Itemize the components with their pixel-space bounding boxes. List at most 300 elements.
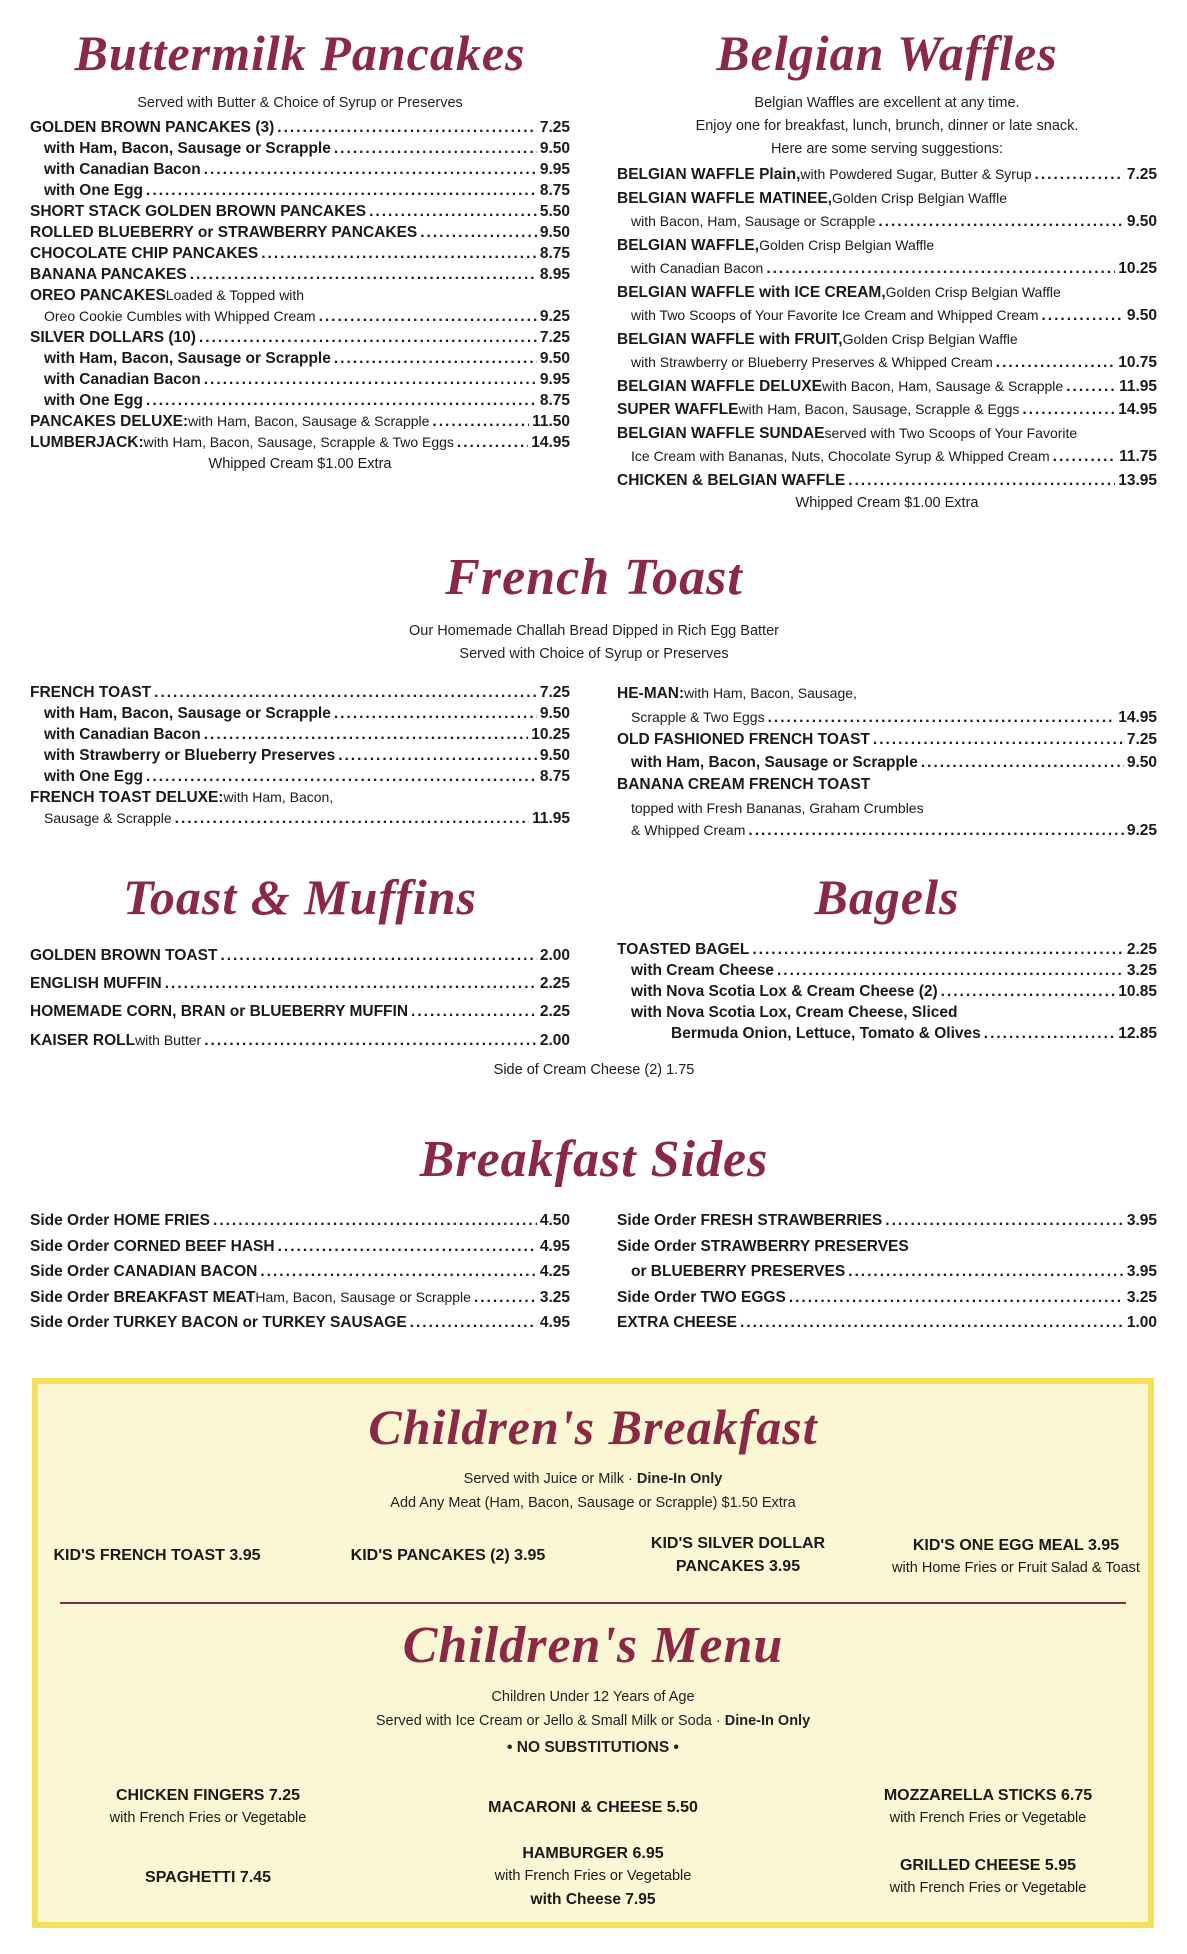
kid-one-egg-desc: with Home Fries or Fruit Salad & Toast: [892, 1560, 1140, 1576]
menu-item-row: [617, 1002, 1157, 1023]
menu-item-price: 4.95: [539, 1237, 570, 1255]
menu-item-price: 8.75: [539, 768, 570, 785]
menu-item-price: 3.25: [539, 1288, 570, 1306]
menu-item-desc: with Ham, Bacon, Sausage, Scrapple & Eggs: [738, 401, 1020, 417]
menu-item-price: 7.25: [1126, 731, 1157, 748]
waffles-title: Belgian Waffles: [716, 25, 1058, 81]
kids-breakfast-sub2: Add Any Meat (Ham, Bacon, Sausage or Scrapple) $1.50 Extra: [390, 1495, 796, 1511]
menu-item-name: PANCAKES DELUXE:: [30, 413, 189, 430]
menu-item-name: FRENCH TOAST: [30, 684, 152, 701]
leader-dots: [204, 1027, 537, 1055]
menu-item-name: with Ham, Bacon, Sausage or Scrapple: [631, 753, 918, 771]
pancakes-note: Whipped Cream $1.00 Extra: [208, 456, 392, 472]
leader-dots: [204, 369, 537, 390]
menu-item-price: 5.50: [539, 203, 570, 220]
leader-dots: [984, 1023, 1115, 1044]
menu-item-price: 9.50: [1126, 307, 1157, 324]
menu-item-price: 12.85: [1118, 1025, 1157, 1042]
menu-item-price: 7.25: [539, 684, 570, 701]
menu-item-name: KAISER ROLL: [30, 1032, 136, 1049]
menu-item-price: 9.50: [539, 350, 570, 367]
menu-item-name: OREO PANCAKES: [30, 287, 166, 304]
menu-item-name: EXTRA CHEESE: [617, 1314, 738, 1331]
menu-item-row: [617, 774, 1157, 797]
menu-item-desc: Golden Crisp Belgian Waffle: [759, 236, 935, 253]
menu-item-name: Side Order FRESH STRAWBERRIES: [617, 1212, 883, 1229]
toast-title: Toast & Muffins: [122, 869, 477, 925]
menu-item-desc: Scrapple & Two Eggs: [631, 708, 765, 725]
menu-item-row: [30, 1208, 570, 1234]
leader-dots: [146, 766, 537, 787]
menu-item-price: 9.50: [539, 224, 570, 241]
menu-item-row: [30, 766, 570, 787]
menu-item-price: 11.95: [532, 810, 570, 827]
menu-item-row: [617, 797, 1157, 820]
menu-item-row: [30, 264, 570, 285]
leader-dots: [878, 210, 1123, 234]
kid-spaghetti: [88, 1866, 328, 1889]
leader-dots: [220, 942, 536, 970]
menu-item-price: 9.25: [1126, 822, 1157, 839]
menu-item-row: [30, 222, 570, 243]
menu-item-row: [30, 327, 570, 348]
menu-item-name: BANANA CREAM FRENCH TOAST: [617, 776, 871, 793]
menu-item-name: Side Order CANADIAN BACON: [30, 1263, 258, 1280]
waffles-note: Whipped Cream $1.00 Extra: [795, 495, 979, 511]
menu-item-price: 4.25: [539, 1263, 570, 1280]
menu-item-name: Side Order CORNED BEEF HASH: [30, 1237, 275, 1255]
menu-item-row: [30, 998, 570, 1026]
menu-item-name: BELGIAN WAFFLE with FRUIT,: [617, 330, 843, 348]
leader-dots: [146, 180, 537, 201]
menu-item-desc: with Two Scoops of Your Favorite Ice Cream and Whipped Cream: [631, 307, 1039, 323]
menu-item-row: [617, 375, 1157, 399]
menu-item-row: [617, 1310, 1157, 1336]
menu-item-row: [617, 1259, 1157, 1285]
menu-item-name: with Ham, Bacon, Sausage or Scrapple: [44, 350, 331, 367]
menu-item-desc: Golden Crisp Belgian Waffle: [831, 189, 1008, 206]
leader-dots: [766, 257, 1115, 281]
pancakes-title: Buttermilk Pancakes: [74, 25, 526, 81]
menu-item-row: [30, 682, 570, 703]
kid-silver-dollar-label-2: PANCAKES 3.95: [675, 1558, 801, 1575]
menu-item-row: [30, 348, 570, 369]
menu-item-price: 8.95: [539, 266, 570, 283]
menu-item-name: with One Egg: [44, 768, 144, 785]
leader-dots: [873, 729, 1124, 752]
bagels-list: [617, 939, 1157, 1044]
menu-item-desc: Golden Crisp Belgian Waffle: [885, 283, 1061, 300]
menu-item-row: [617, 398, 1157, 422]
menu-item-price: 10.25: [1118, 260, 1157, 277]
menu-item-desc: topped with Fresh Bananas, Graham Crumbles: [631, 799, 924, 816]
leader-dots: [941, 981, 1116, 1002]
french-right-list: [617, 682, 1157, 843]
menu-item-name: with One Egg: [44, 182, 144, 199]
kids-breakfast-sub1: [38, 1468, 1148, 1491]
kid-hamburger-extra: with Cheese 7.95: [530, 1891, 656, 1908]
menu-item-name: SHORT STACK GOLDEN BROWN PANCAKES: [30, 203, 367, 220]
menu-item-name: with Canadian Bacon: [44, 161, 201, 178]
french-subtitle-2: Served with Choice of Syrup or Preserves: [459, 646, 729, 662]
menu-item-price: 9.50: [539, 747, 570, 764]
menu-item-row: [30, 159, 570, 180]
menu-item-desc: with Powdered Sugar, Butter & Syrup: [800, 166, 1032, 182]
leader-dots: [420, 222, 537, 243]
menu-item-name: HE-MAN:: [617, 685, 685, 702]
menu-item-row: [617, 234, 1157, 258]
menu-item-price: 10.75: [1118, 354, 1157, 371]
french-left-list: [30, 682, 570, 829]
menu-item-row: [617, 445, 1157, 469]
kid-pancakes-label: KID'S PANCAKES (2) 3.95: [350, 1547, 546, 1564]
pancakes-list: [30, 117, 570, 453]
menu-item-row: [30, 1259, 570, 1285]
kid-mac-cheese: [468, 1796, 718, 1819]
menu-item-desc: Ice Cream with Bananas, Nuts, Chocolate Syrup & Whipped Cream: [631, 448, 1050, 464]
leader-dots: [411, 998, 537, 1026]
leader-dots: [199, 327, 537, 348]
leader-dots: [789, 1285, 1124, 1311]
kids-menu-sub1: Children Under 12 Years of Age: [491, 1689, 695, 1705]
menu-item-desc: & Whipped Cream: [631, 822, 746, 838]
pancakes-subtitle: Served with Butter & Choice of Syrup or Preserves: [137, 95, 463, 111]
leader-dots: [204, 724, 528, 745]
toast-list: [30, 942, 570, 1055]
kid-silver-dollar-label: KID'S SILVER DOLLAR: [650, 1535, 826, 1552]
menu-item-name: BELGIAN WAFFLE,: [617, 236, 760, 254]
menu-item-row: [30, 390, 570, 411]
menu-item-row: [30, 942, 570, 970]
leader-dots: [175, 808, 529, 829]
bagels-section: [617, 869, 1157, 1044]
menu-item-name: with Nova Scotia Lox, Cream Cheese, Sliced: [631, 1004, 958, 1021]
kid-french-toast: [42, 1544, 272, 1567]
kid-mozzarella-desc: with French Fries or Vegetable: [889, 1810, 1087, 1826]
menu-item-name: CHOCOLATE CHIP PANCAKES: [30, 245, 259, 262]
menu-item-row: [617, 981, 1157, 1002]
menu-item-row: [617, 469, 1157, 493]
menu-item-row: [617, 304, 1157, 328]
menu-item-row: [30, 808, 570, 829]
leader-dots: [278, 1234, 537, 1260]
menu-item-row: [617, 729, 1157, 752]
menu-item-row: [617, 752, 1157, 775]
menu-item-name: Side Order STRAWBERRY PRESERVES: [617, 1237, 909, 1255]
menu-item-row: [30, 285, 570, 306]
leader-dots: [204, 159, 537, 180]
menu-item-name: with Ham, Bacon, Sausage or Scrapple: [44, 705, 331, 722]
menu-item-price: 2.00: [539, 947, 570, 964]
menu-item-row: [30, 745, 570, 766]
french-subtitle-1: Our Homemade Challah Bread Dipped in Rich Egg Batter: [409, 623, 779, 639]
sides-right-list: [617, 1208, 1157, 1336]
kids-divider: [60, 1602, 1126, 1604]
leader-dots: [848, 1259, 1124, 1285]
menu-item-row: [617, 281, 1157, 305]
kid-grilled-cheese-label: GRILLED CHEESE 5.95: [899, 1857, 1077, 1874]
menu-item-desc: Golden Crisp Belgian Waffle: [842, 330, 1018, 347]
menu-item-price: 11.50: [532, 413, 570, 430]
menu-item-price: 11.75: [1119, 448, 1157, 465]
menu-item-name: with Canadian Bacon: [44, 371, 201, 388]
menu-item-desc: Sausage & Scrapple: [44, 810, 172, 826]
menu-item-price: 9.50: [1126, 753, 1157, 771]
menu-item-price: 3.25: [1126, 1288, 1157, 1306]
menu-item-row: [617, 819, 1157, 843]
kids-breakfast-sub1-text: Served with Juice or Milk ·: [463, 1471, 637, 1487]
menu-item-row: [617, 210, 1157, 234]
kid-chicken-fingers-label: CHICKEN FINGERS 7.25: [115, 1787, 301, 1804]
kid-spaghetti-label: SPAGHETTI 7.45: [145, 1869, 271, 1886]
leader-dots: [261, 243, 537, 264]
menu-item-price: 9.25: [539, 308, 570, 325]
menu-item-row: [30, 117, 570, 138]
menu-item-row: [30, 201, 570, 222]
menu-item-row: [617, 422, 1157, 446]
leader-dots: [996, 351, 1115, 375]
menu-item-name: Side Order TWO EGGS: [617, 1288, 786, 1306]
menu-item-row: [617, 706, 1157, 730]
menu-item-price: 4.95: [539, 1314, 570, 1331]
menu-item-desc: served with Two Scoops of Your Favorite: [824, 424, 1078, 441]
menu-item-price: 10.25: [531, 726, 570, 743]
menu-item-name: GOLDEN BROWN TOAST: [30, 947, 218, 964]
menu-item-name: BELGIAN WAFFLE DELUXE: [617, 377, 822, 395]
leader-dots: [319, 306, 537, 327]
menu-item-row: [617, 939, 1157, 960]
menu-item-row: [30, 411, 570, 432]
leader-dots: [921, 752, 1124, 775]
menu-item-price: 3.25: [1126, 962, 1157, 979]
bagels-title: Bagels: [814, 869, 960, 925]
menu-item-row: [30, 1234, 570, 1260]
menu-item-price: 8.75: [539, 245, 570, 262]
leader-dots: [1042, 304, 1124, 328]
menu-item-row: [30, 1285, 570, 1311]
menu-item-name: BELGIAN WAFFLE SUNDAE: [617, 424, 825, 442]
leader-dots: [410, 1310, 537, 1336]
menu-item-price: 9.95: [539, 161, 570, 178]
menu-item-price: 11.95: [1119, 377, 1157, 395]
menu-item-price: 9.95: [539, 371, 570, 388]
menu-item-name: OLD FASHIONED FRENCH TOAST: [617, 731, 870, 748]
menu-item-name: ENGLISH MUFFIN: [30, 975, 162, 992]
menu-item-price: 8.75: [539, 182, 570, 199]
kids-breakfast-title: Children's Breakfast: [368, 1399, 818, 1455]
menu-item-price: 14.95: [531, 434, 570, 451]
menu-item-name: LUMBERJACK:: [30, 434, 144, 451]
menu-item-desc: with Butter: [135, 1032, 202, 1048]
menu-item-price: 7.25: [1126, 166, 1157, 183]
menu-item-row: [30, 970, 570, 998]
leader-dots: [334, 138, 537, 159]
leader-dots: [752, 939, 1123, 960]
kids-breakfast-dine-in: Dine-In Only: [636, 1471, 723, 1487]
kid-chicken-fingers: [88, 1784, 328, 1830]
menu-item-name: Bermuda Onion, Lettuce, Tomato & Olives: [671, 1025, 981, 1042]
menu-item-row: [30, 138, 570, 159]
menu-item-desc: with Ham, Bacon, Sausage,: [684, 685, 857, 701]
kid-hamburger-label: HAMBURGER 6.95: [522, 1845, 664, 1862]
kid-one-egg: [886, 1534, 1146, 1580]
menu-item-name: with One Egg: [44, 392, 144, 409]
menu-item-price: 7.25: [539, 329, 570, 346]
menu-item-desc: with Ham, Bacon,: [223, 789, 334, 805]
menu-item-row: [30, 306, 570, 327]
kid-pancakes: [328, 1544, 568, 1567]
leader-dots: [768, 707, 1116, 730]
menu-item-price: 4.50: [539, 1212, 570, 1229]
leader-dots: [1035, 163, 1124, 187]
waffles-section: [617, 25, 1157, 511]
kids-menu-no-substitutions: • NO SUBSTITUTIONS •: [507, 1739, 679, 1756]
leader-dots: [885, 1208, 1124, 1234]
menu-item-row: [617, 257, 1157, 281]
kid-hamburger-desc: with French Fries or Vegetable: [494, 1868, 692, 1884]
menu-item-name: BELGIAN WAFFLE MATINEE,: [617, 189, 832, 207]
waffles-intro-2: Enjoy one for breakfast, lunch, brunch, dinner or late snack.: [695, 118, 1079, 134]
bagels-note: Side of Cream Cheese (2) 1.75: [493, 1062, 695, 1078]
menu-item-name: Side Order HOME FRIES: [30, 1212, 211, 1229]
menu-item-name: Side Order BREAKFAST MEAT: [30, 1288, 256, 1306]
menu-item-price: 14.95: [1118, 708, 1157, 726]
menu-item-price: 9.50: [1126, 213, 1157, 230]
leader-dots: [1022, 398, 1115, 422]
menu-item-row: [617, 351, 1157, 375]
menu-item-name: BELGIAN WAFFLE with ICE CREAM,: [617, 283, 886, 301]
menu-item-name: Side Order TURKEY BACON or TURKEY SAUSAGE: [30, 1314, 407, 1331]
menu-item-price: 13.95: [1118, 471, 1157, 489]
kid-mozzarella: [858, 1784, 1118, 1830]
menu-item-name: FRENCH TOAST DELUXE:: [30, 789, 224, 806]
menu-item-name: TOASTED BAGEL: [617, 941, 750, 958]
leader-dots: [457, 432, 528, 453]
leader-dots: [334, 348, 537, 369]
menu-item-desc: with Bacon, Ham, Sausage or Scrapple: [631, 213, 876, 229]
menu-item-desc: with Ham, Bacon, Sausage & Scrapple: [188, 413, 430, 429]
kids-menu-sub2-text: Served with Ice Cream or Jello & Small Milk or Soda ·: [375, 1713, 725, 1729]
leader-dots: [154, 682, 537, 703]
menu-item-row: [30, 432, 570, 453]
menu-item-name: GOLDEN BROWN PANCAKES (3): [30, 119, 275, 136]
menu-item-price: 9.50: [539, 140, 570, 157]
kid-grilled-cheese-desc: with French Fries or Vegetable: [889, 1880, 1087, 1896]
menu-item-desc: Oreo Cookie Cumbles with Whipped Cream: [44, 308, 316, 324]
leader-dots: [190, 264, 537, 285]
menu-item-row: [30, 243, 570, 264]
menu-item-price: 2.25: [539, 1003, 570, 1020]
menu-item-row: [617, 187, 1157, 211]
menu-item-row: [617, 328, 1157, 352]
menu-item-desc: Ham, Bacon, Sausage or Scrapple: [255, 1288, 471, 1305]
kid-chicken-fingers-desc: with French Fries or Vegetable: [109, 1810, 307, 1826]
leader-dots: [146, 390, 537, 411]
menu-item-price: 2.00: [539, 1032, 570, 1049]
menu-item-price: 9.50: [539, 705, 570, 722]
menu-item-desc: with Canadian Bacon: [631, 260, 764, 276]
kids-menu-title: Children's Menu: [402, 1617, 784, 1674]
kid-hamburger: [468, 1842, 718, 1911]
menu-item-name: with Canadian Bacon: [44, 726, 201, 743]
menu-item-name: with Ham, Bacon, Sausage or Scrapple: [44, 140, 331, 157]
kids-menu-dine-in: Dine-In Only: [724, 1713, 811, 1729]
menu-item-row: [30, 787, 570, 808]
leader-dots: [213, 1208, 537, 1234]
menu-item-name: with Cream Cheese: [631, 962, 774, 979]
sides-header: [300, 1131, 888, 1196]
menu-item-name: SILVER DOLLARS (10): [30, 329, 196, 346]
menu-item-price: 2.25: [1126, 941, 1157, 958]
leader-dots: [474, 1285, 537, 1311]
menu-item-row: [30, 369, 570, 390]
kid-silver-dollar: [618, 1532, 858, 1578]
menu-item-price: 7.25: [539, 119, 570, 136]
sides-left-list: [30, 1208, 570, 1336]
menu-item-row: [30, 703, 570, 724]
leader-dots: [277, 117, 537, 138]
menu-item-row: [30, 1026, 570, 1055]
menu-item-name: CHICKEN & BELGIAN WAFFLE: [617, 471, 846, 489]
menu-item-row: [30, 724, 570, 745]
french-header: [300, 549, 888, 666]
menu-item-name: with Strawberry or Blueberry Preserves: [44, 747, 336, 764]
leader-dots: [165, 970, 537, 998]
menu-item-row: [30, 1310, 570, 1336]
menu-item-name: or BLUEBERRY PRESERVES: [631, 1263, 846, 1280]
menu-item-row: [617, 682, 1157, 706]
menu-item-name: BELGIAN WAFFLE Plain,: [617, 166, 801, 183]
menu-item-row: [617, 1208, 1157, 1234]
menu-item-price: 10.85: [1118, 983, 1157, 1000]
menu-item-name: SUPER WAFFLE: [617, 401, 739, 418]
kid-mac-cheese-label: MACARONI & CHEESE 5.50: [488, 1799, 698, 1816]
waffles-intro-1: Belgian Waffles are excellent at any time.: [754, 95, 1020, 111]
kids-menu-sub2: [38, 1710, 1148, 1733]
menu-item-row: [617, 163, 1157, 187]
menu-item-desc: Loaded & Topped with: [165, 287, 305, 303]
menu-item-desc: with Bacon, Ham, Sausage & Scrapple: [821, 377, 1064, 394]
leader-dots: [777, 960, 1124, 981]
leader-dots: [432, 411, 529, 432]
leader-dots: [748, 820, 1123, 843]
leader-dots: [740, 1310, 1124, 1336]
leader-dots: [338, 745, 537, 766]
toast-section: [30, 869, 570, 1055]
menu-item-row: [617, 1234, 1157, 1260]
menu-item-row: [617, 1023, 1157, 1044]
menu-item-name: with Nova Scotia Lox & Cream Cheese (2): [631, 983, 938, 1000]
kid-one-egg-label: KID'S ONE EGG MEAL 3.95: [912, 1537, 1120, 1554]
menu-item-name: ROLLED BLUEBERRY or STRAWBERRY PANCAKES: [30, 224, 418, 241]
menu-item-row: [30, 180, 570, 201]
leader-dots: [848, 469, 1115, 493]
menu-item-name: BANANA PANCAKES: [30, 266, 187, 283]
menu-item-row: [617, 960, 1157, 981]
leader-dots: [260, 1259, 536, 1285]
menu-item-price: 3.95: [1126, 1263, 1157, 1280]
menu-item-price: 3.95: [1126, 1212, 1157, 1229]
waffles-intro-3: Here are some serving suggestions:: [770, 141, 1004, 157]
menu-item-name: HOMEMADE CORN, BRAN or BLUEBERRY MUFFIN: [30, 1003, 409, 1020]
leader-dots: [334, 703, 537, 724]
french-title: French Toast: [445, 549, 743, 606]
childrens-panel: [32, 1378, 1154, 1928]
kid-grilled-cheese: [858, 1854, 1118, 1900]
leader-dots: [1066, 375, 1116, 399]
leader-dots: [369, 201, 537, 222]
sides-title: Breakfast Sides: [419, 1131, 769, 1188]
